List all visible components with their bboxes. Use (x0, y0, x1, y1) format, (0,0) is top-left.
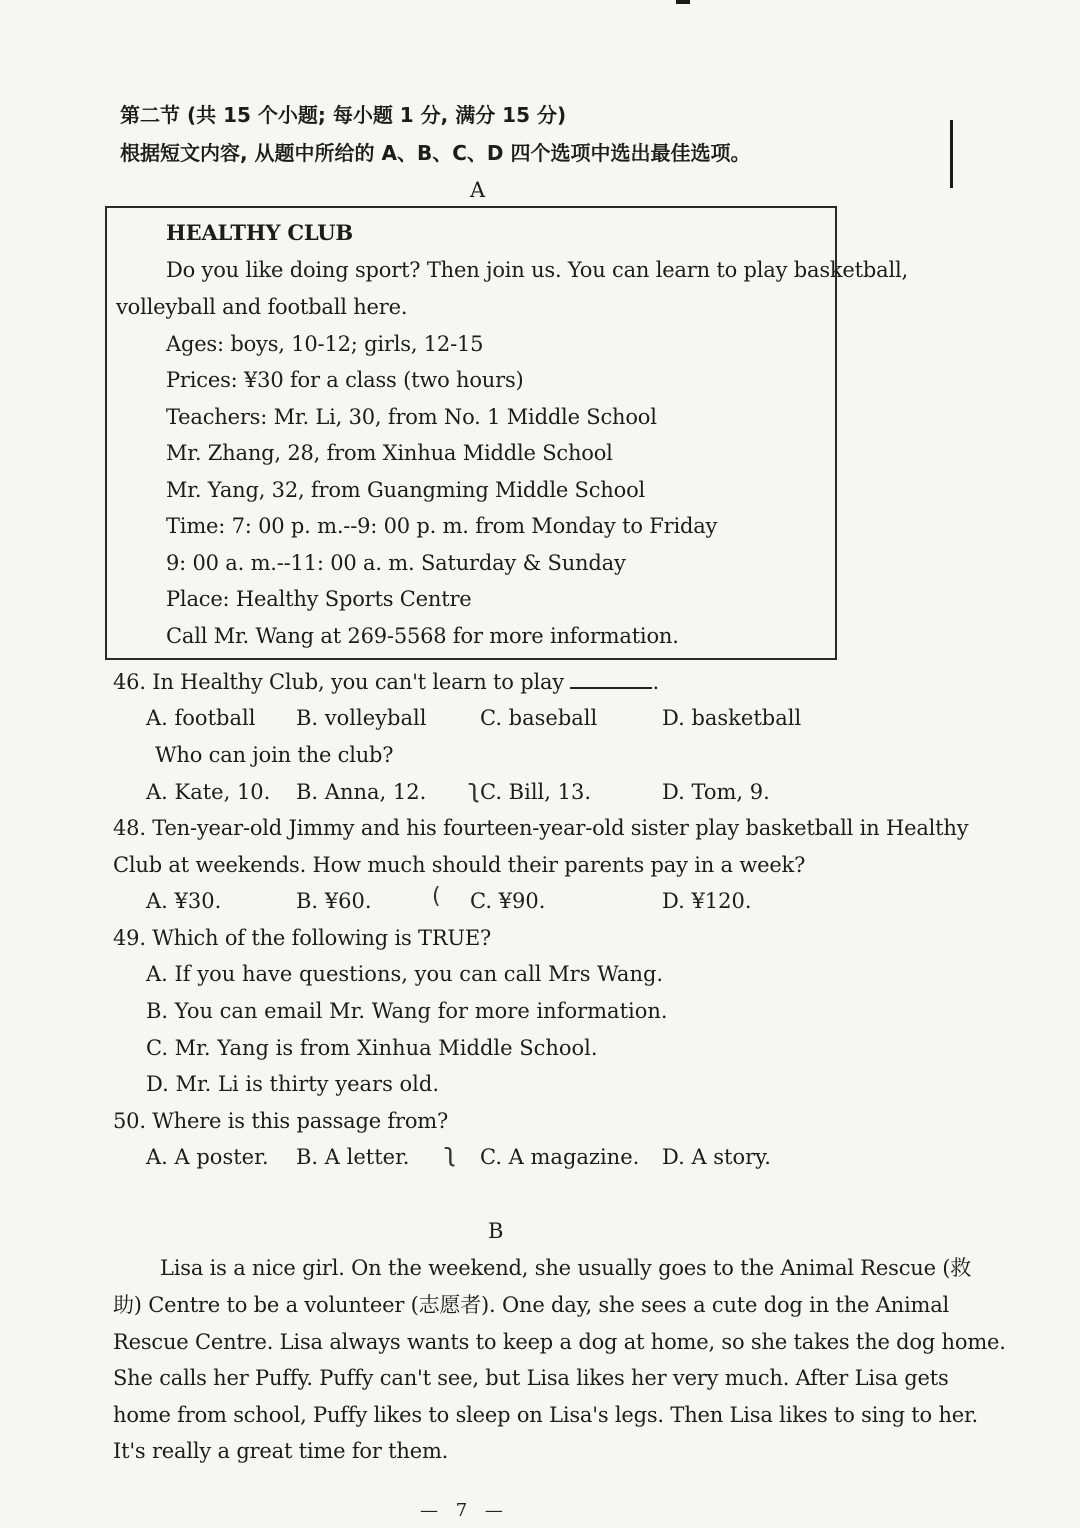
q48-option-c[interactable]: C. ¥90. (470, 889, 546, 913)
club-place: Place: Healthy Sports Centre (166, 587, 472, 611)
q47-option-a[interactable]: A. Kate, 10. (146, 780, 271, 804)
passage-b-line5: home from school, Puffy likes to sleep on Lisa's legs. Then Lisa likes to sing to her. (113, 1403, 979, 1427)
passage-b-line1: Lisa is a nice girl. On the weekend, she usually goes to the Animal Rescue (救 (160, 1256, 972, 1280)
club-teacher-3: Mr. Yang, 32, from Guangming Middle School (166, 478, 646, 502)
club-time-weekend: 9: 00 a. m.--11: 00 a. m. Saturday & Sunday (166, 551, 626, 575)
q49-option-c[interactable]: C. Mr. Yang is from Xinhua Middle School. (146, 1036, 598, 1060)
q50-option-c[interactable]: C. A magazine. (480, 1145, 640, 1169)
q47-option-c[interactable]: C. Bill, 13. (480, 780, 591, 804)
club-teacher-2: Mr. Zhang, 28, from Xinhua Middle School (166, 441, 613, 465)
q50-option-b[interactable]: B. A letter. (296, 1145, 410, 1169)
q46-option-d[interactable]: D. basketball (662, 706, 802, 730)
handwritten-check-mark: ʅ (468, 774, 480, 804)
q46-option-b[interactable]: B. volleyball (296, 706, 427, 730)
scan-edge-mark-top (676, 0, 690, 4)
question-50-text: 50. Where is this passage from? (113, 1109, 449, 1133)
club-teacher-1: Teachers: Mr. Li, 30, from No. 1 Middle School (166, 405, 657, 429)
club-ages: Ages: boys, 10-12; girls, 12-15 (166, 332, 484, 356)
section-header: 第二节 (共 15 个小题; 每小题 1 分, 满分 15 分) (120, 103, 567, 127)
scan-edge-mark-right (950, 120, 953, 188)
passage-b-label: B (488, 1219, 504, 1243)
q50-option-d[interactable]: D. A story. (662, 1145, 771, 1169)
club-time-weekday: Time: 7: 00 p. m.--9: 00 p. m. from Monday to Friday (166, 514, 718, 538)
q48-option-d[interactable]: D. ¥120. (662, 889, 752, 913)
club-contact: Call Mr. Wang at 269-5568 for more information. (166, 624, 679, 648)
q50-option-a[interactable]: A. A poster. (146, 1145, 269, 1169)
question-47-text: Who can join the club? (155, 743, 394, 767)
q49-option-a[interactable]: A. If you have questions, you can call Mrs Wang. (146, 962, 664, 986)
q46-option-c[interactable]: C. baseball (480, 706, 598, 730)
question-48-line1: 48. Ten-year-old Jimmy and his fourteen-year-old sister play basketball in Healthy (113, 816, 969, 840)
passage-b-line6: It's really a great time for them. (113, 1439, 449, 1463)
passage-b-line3: Rescue Centre. Lisa always wants to keep a dog at home, so she takes the dog home. (113, 1330, 1006, 1354)
club-title: HEALTHY CLUB (166, 220, 353, 245)
q49-option-d[interactable]: D. Mr. Li is thirty years old. (146, 1072, 440, 1096)
question-49-text: 49. Which of the following is TRUE? (113, 926, 492, 950)
q47-option-b[interactable]: B. Anna, 12. (296, 780, 427, 804)
q46-option-a[interactable]: A. football (146, 706, 256, 730)
q49-option-b[interactable]: B. You can email Mr. Wang for more information. (146, 999, 668, 1023)
q47-option-d[interactable]: D. Tom, 9. (662, 780, 770, 804)
club-intro-line1: Do you like doing sport? Then join us. You can learn to play basketball, (166, 258, 908, 282)
passage-b-line4: She calls her Puffy. Puffy can't see, but Lisa likes her very much. After Lisa gets (113, 1366, 949, 1390)
q48-option-a[interactable]: A. ¥30. (146, 889, 222, 913)
page-footer-marks: — 7 — (420, 1500, 509, 1521)
handwritten-check-mark: ʅ (444, 1138, 456, 1168)
club-prices: Prices: ¥30 for a class (two hours) (166, 368, 524, 392)
passage-a-label: A (470, 178, 485, 202)
passage-b-line2: 助) Centre to be a volunteer (志愿者). One day, she sees a cute dog in the Animal (113, 1293, 950, 1317)
question-46: 46. In Healthy Club, you can't learn to play . (113, 670, 659, 694)
handwritten-check-mark: ( (432, 884, 441, 909)
answer-blank (570, 669, 652, 689)
question-48-line2: Club at weekends. How much should their parents pay in a week? (113, 853, 806, 877)
section-instruction: 根据短文内容, 从题中所给的 A、B、C、D 四个选项中选出最佳选项。 (120, 141, 751, 165)
question-46-text: 46. In Healthy Club, you can't learn to play (113, 670, 571, 694)
q48-option-b[interactable]: B. ¥60. (296, 889, 372, 913)
club-intro-line2: volleyball and football here. (116, 295, 408, 319)
